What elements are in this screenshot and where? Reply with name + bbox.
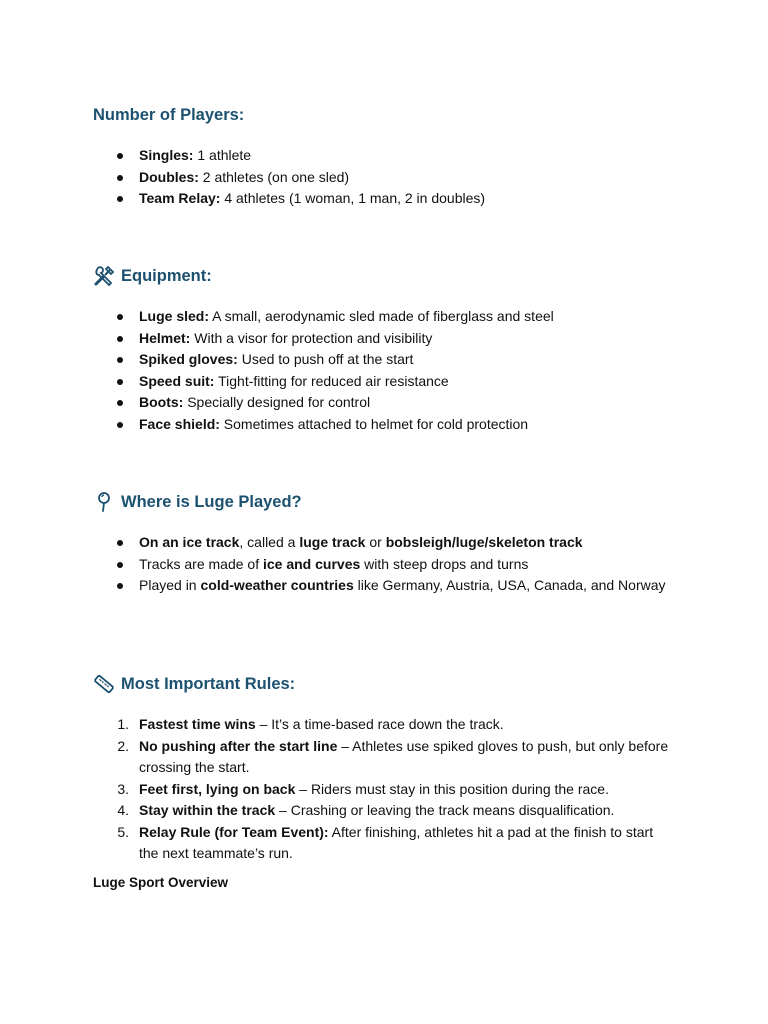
map-pin-icon <box>93 491 115 513</box>
list-item: Helmet: With a visor for protection and visibility <box>93 328 673 350</box>
rules-list <box>93 714 673 865</box>
tools-icon <box>93 265 115 287</box>
list-item: Doubles: 2 athletes (on one sled) <box>93 167 673 189</box>
list-item: 5. Relay Rule (for Team Event): After finishing, athletes hit a pad at the finish to start the next teammate’s run. <box>117 823 654 861</box>
rules-section <box>93 673 673 865</box>
where-list <box>93 532 673 597</box>
list-item: Luge sled: A small, aerodynamic sled made of fiberglass and steel <box>93 306 673 328</box>
list-item: Speed suit: Tight-fitting for reduced air resistance <box>93 371 673 393</box>
equipment-section <box>93 265 673 435</box>
list-item: On an ice track, called a luge track or bobsleigh/luge/skeleton track <box>93 532 673 554</box>
list-item: Boots: Specially designed for control <box>93 392 673 414</box>
list-item: Played in cold-weather countries like Germany, Austria, USA, Canada, and Norway <box>93 575 673 597</box>
ruler-icon <box>93 673 115 695</box>
list-item: 1. Fastest time wins – It’s a time-based race down the track. <box>117 716 504 732</box>
document-footer-title: Luge Sport Overview <box>93 875 229 890</box>
list-item: 2. No pushing after the start line – Athletes use spiked gloves to push, but only before crossing the start. <box>117 737 669 775</box>
list-item: Tracks are made of ice and curves with steep drops and turns <box>93 554 673 576</box>
where-heading: Where is Luge Played? <box>93 491 673 513</box>
equipment-list <box>93 306 673 435</box>
list-item: Face shield: Sometimes attached to helmet for cold protection <box>93 414 673 436</box>
list-item: Team Relay: 4 athletes (1 woman, 1 man, 2 in doubles) <box>93 188 673 210</box>
equipment-heading: Equipment: <box>93 265 673 287</box>
list-item: 4. Stay within the track – Crashing or leaving the track means disqualification. <box>117 802 615 818</box>
where-section <box>93 491 673 597</box>
players-heading: Number of Players: <box>93 105 245 124</box>
list-item: 3. Feet first, lying on back – Riders must stay in this position during the race. <box>117 780 609 797</box>
list-item: Spiked gloves: Used to push off at the start <box>93 349 673 371</box>
list-item: Singles: 1 athlete <box>93 145 673 167</box>
players-list <box>93 145 673 210</box>
rules-heading: Most Important Rules: <box>93 673 673 695</box>
players-section <box>93 104 673 210</box>
